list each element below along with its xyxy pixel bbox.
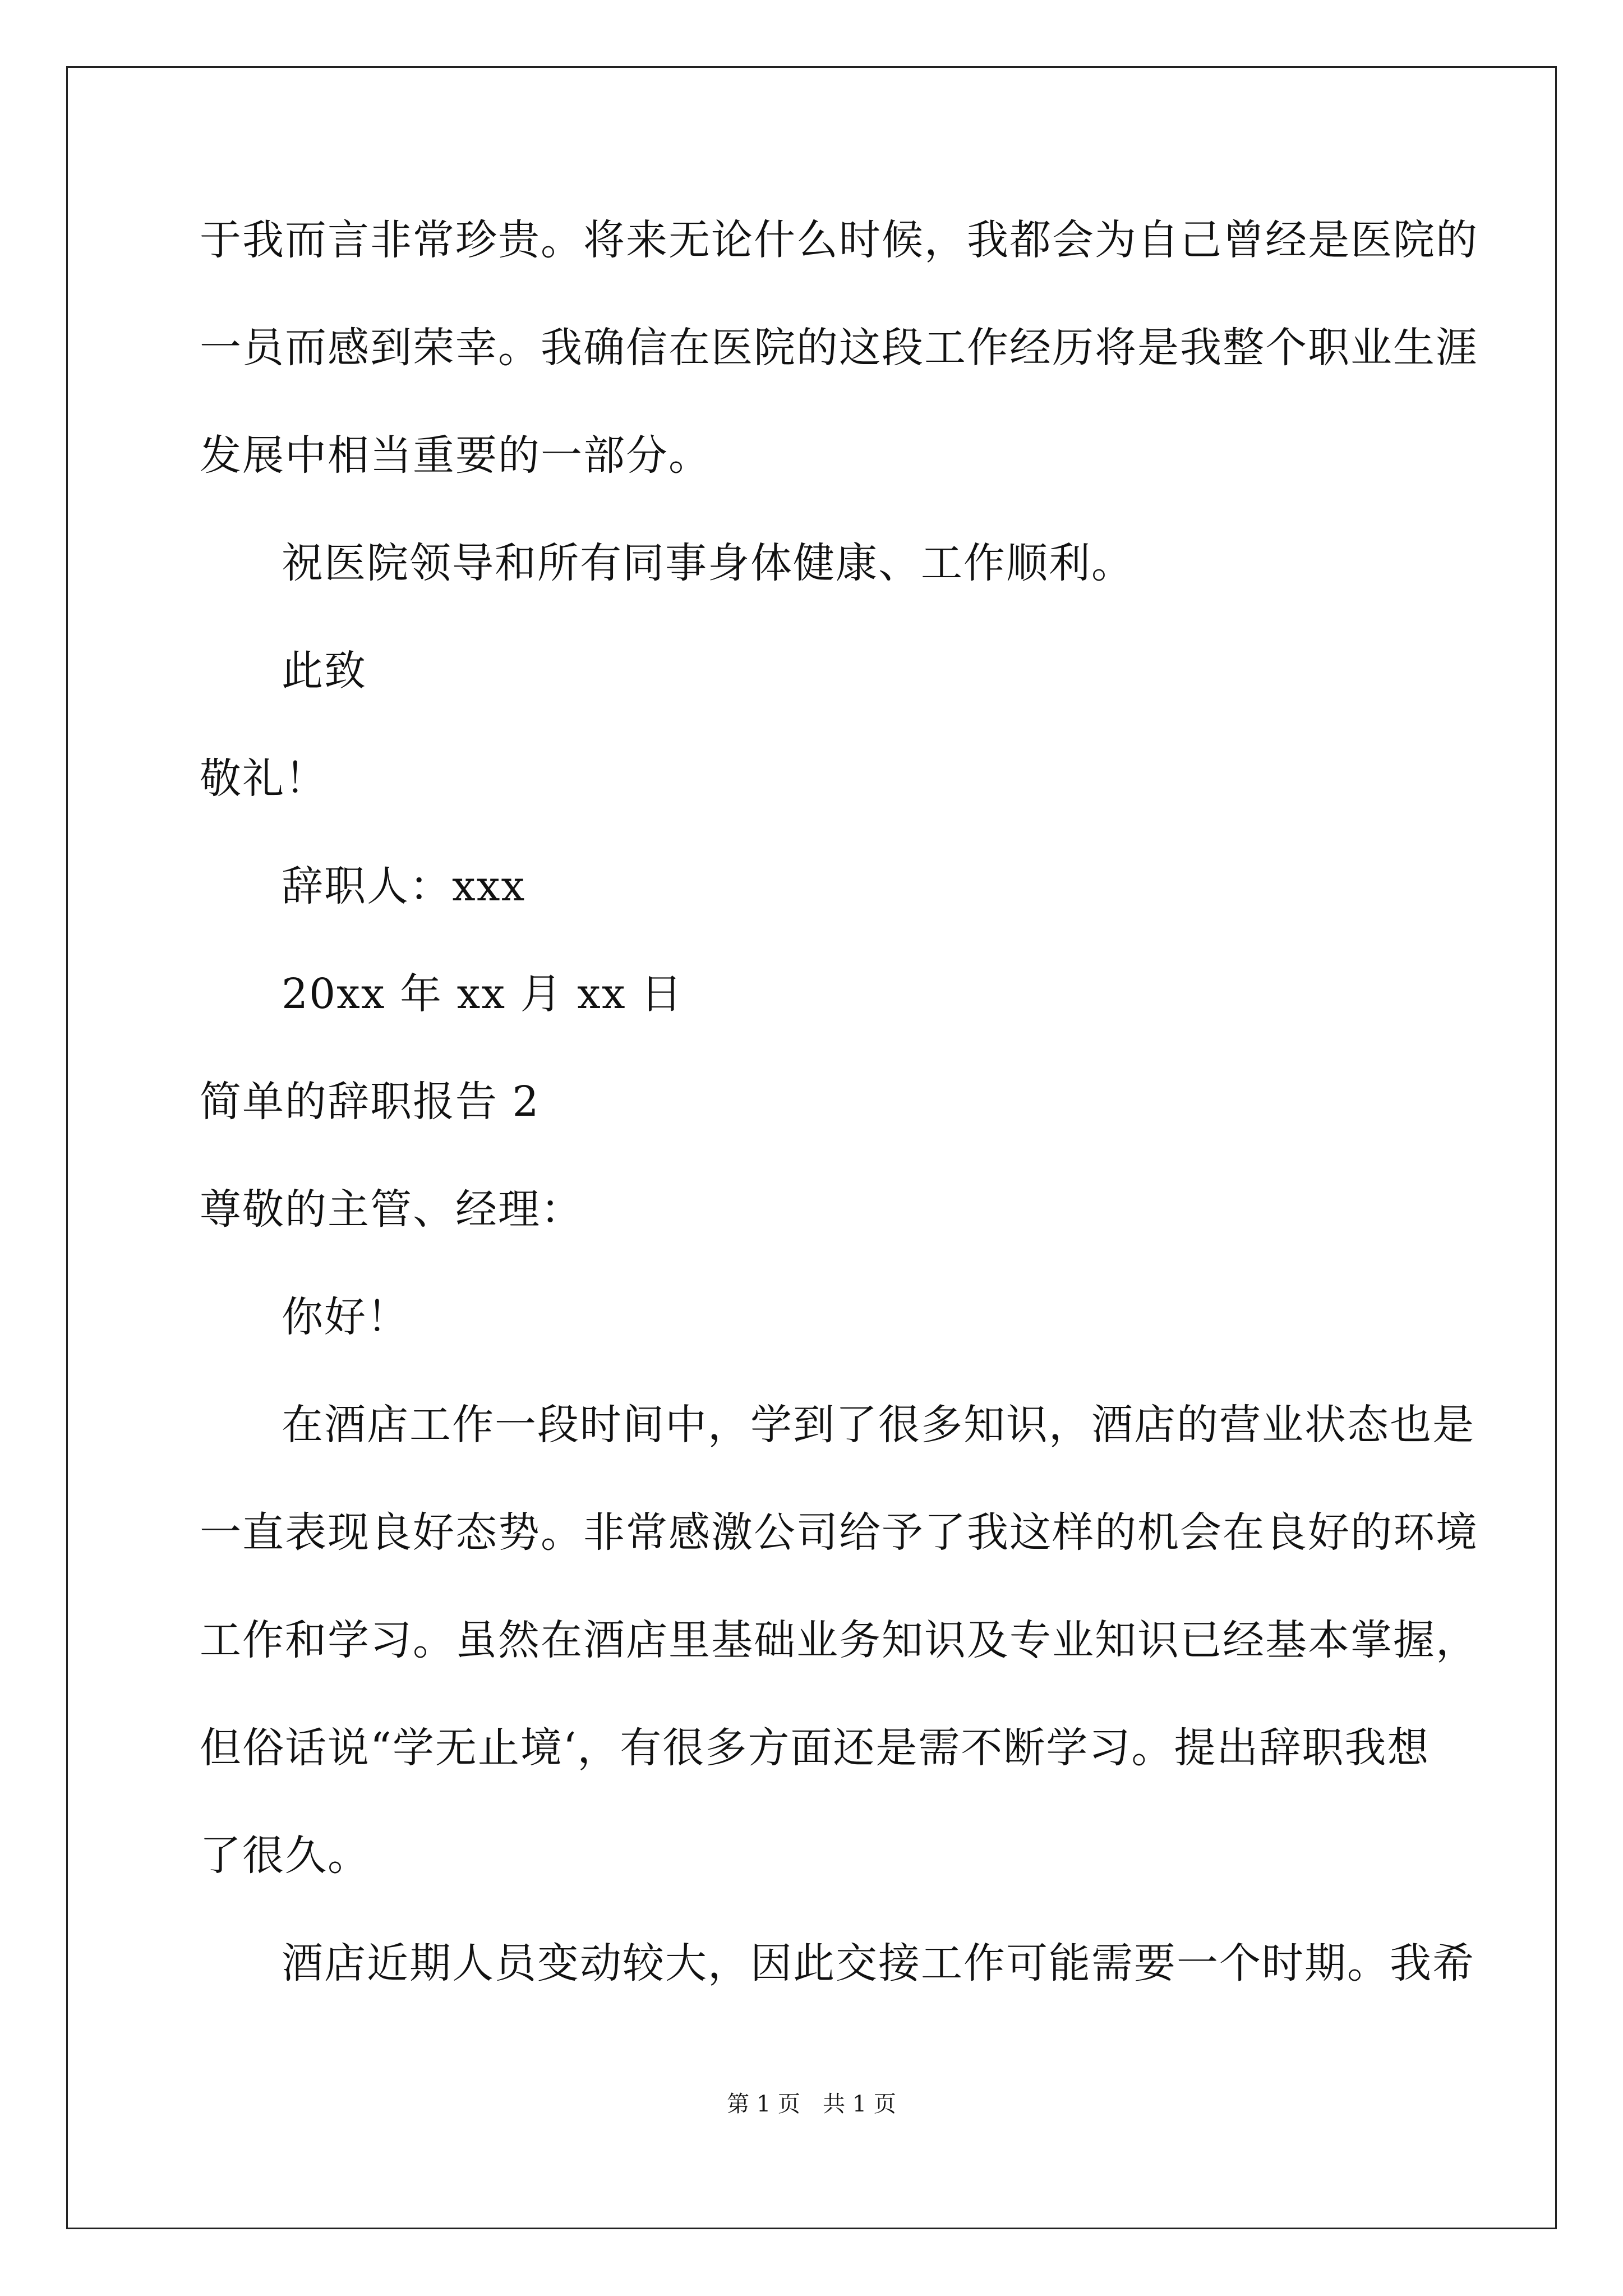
text-line: 祝医院领导和所有同事身体健康、工作顺利。	[282, 539, 1134, 587]
text-line: 工作和学习。虽然在酒店里基础业务知识及专业知识已经基本掌握，	[200, 1616, 1478, 1664]
text-line: 酒店近期人员变动较大，因此交接工作可能需要一个时期。我希	[282, 1939, 1475, 1987]
signature-date: 20xx 年 xx 月 xx 日	[282, 970, 684, 1018]
text-line: 在酒店工作一段时间中，学到了很多知识，酒店的营业状态也是	[282, 1401, 1475, 1449]
text-line: 一直表现良好态势。非常感激公司给予了我这样的机会在良好的环境	[200, 1508, 1478, 1557]
salutation-line: 此致	[282, 647, 367, 695]
text-line: 但俗话说“学无止境‘，有很多方面还是需不断学习。提出辞职我想	[200, 1724, 1430, 1772]
text-line: 于我而言非常珍贵。将来无论什么时候，我都会为自己曾经是医院的	[200, 216, 1478, 264]
page-number-footer: 第 1 页 共 1 页	[727, 2091, 896, 2117]
section-title: 简单的辞职报告 2	[200, 1078, 540, 1126]
text-line: 了很久。	[200, 1832, 370, 1880]
greeting-line: 你好！	[282, 1293, 409, 1341]
greeting-recipient: 尊敬的主管、经理：	[200, 1185, 583, 1234]
document-body	[200, 213, 1478, 2044]
text-line: 发展中相当重要的一部分。	[200, 431, 711, 480]
closing-line: 敬礼！	[200, 754, 328, 803]
text-line: 一员而感到荣幸。我确信在医院的这段工作经历将是我整个职业生涯	[200, 324, 1478, 372]
signature-name: 辞职人：xxx	[282, 862, 526, 910]
